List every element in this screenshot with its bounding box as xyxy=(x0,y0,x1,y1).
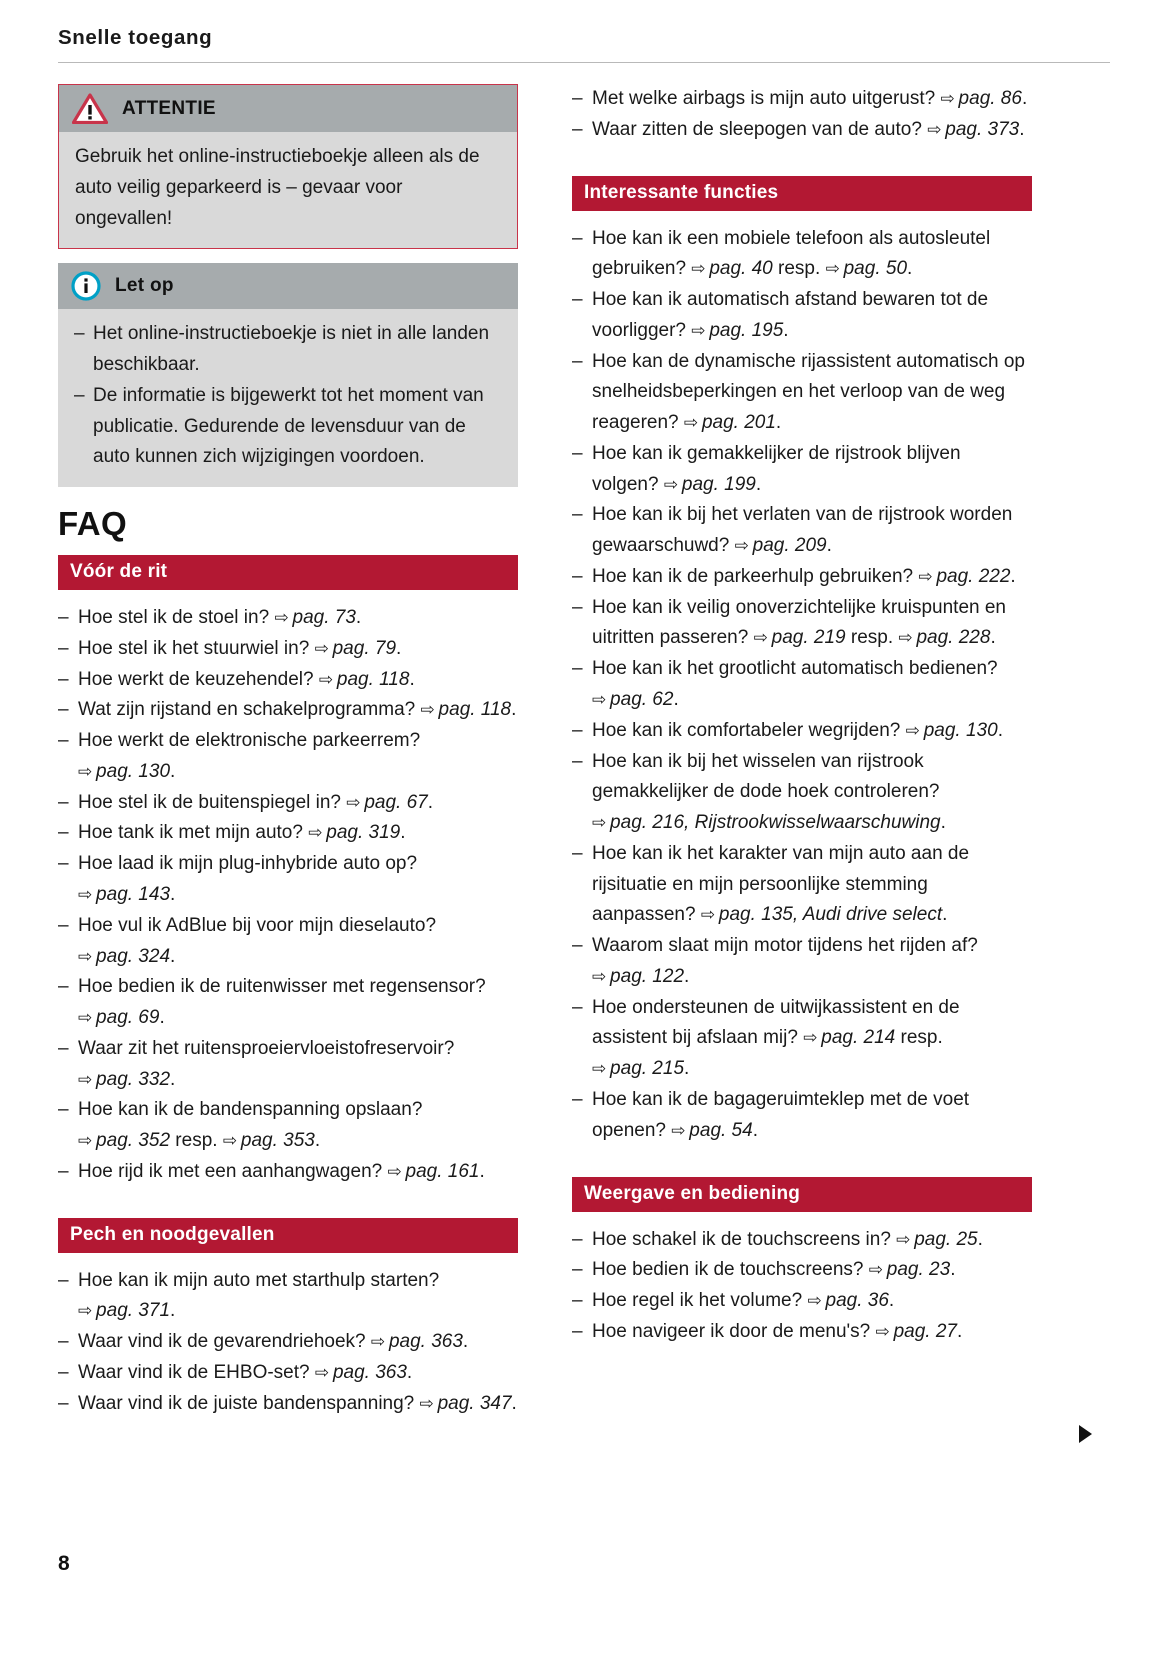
faq-heading: FAQ xyxy=(58,505,128,543)
warning-triangle-icon xyxy=(72,93,108,124)
attentie-callout-text: Gebruik het online-instructieboekje alleen als de auto veilig geparkeerd is – gevaar voor ongevallen! xyxy=(75,146,480,229)
list-item[interactable]: – Hoe stel ik de buitenspiegel in? ⇨ pag. 67. xyxy=(58,788,518,819)
attentie-callout-body xyxy=(59,132,517,248)
list-item[interactable]: – Hoe vul ik AdBlue bij voor mijn dieselauto? ⇨ pag. 324. xyxy=(58,911,518,973)
list-item[interactable]: – Waar zit het ruitensproeiervloeistofreservoir? ⇨ pag. 332. xyxy=(58,1034,518,1096)
list-item[interactable]: – Met welke airbags is mijn auto uitgerust? ⇨ pag. 86. xyxy=(572,84,1032,115)
list-item[interactable]: – Hoe laad ik mijn plug-inhybride auto op? ⇨ pag. 143. xyxy=(58,849,518,911)
list-item[interactable]: – Waar vind ik de juiste bandenspanning? ⇨ pag. 347. xyxy=(58,1389,518,1420)
list-item[interactable]: – Waar vind ik de gevarendriehoek? ⇨ pag. 363. xyxy=(58,1327,518,1358)
list-item[interactable]: – Hoe werkt de elektronische parkeerrem? ⇨ pag. 130. xyxy=(58,726,518,788)
list-item[interactable]: – Waar vind ik de EHBO-set? ⇨ pag. 363. xyxy=(58,1358,518,1389)
letop-callout-header xyxy=(58,263,518,309)
list-item[interactable]: – Hoe navigeer ik door de menu's? ⇨ pag. 27. xyxy=(572,1317,1032,1348)
faq-list-pech-en-noodgevallen xyxy=(58,1266,518,1420)
left-column xyxy=(58,84,518,1420)
list-item[interactable]: – Hoe kan ik een mobiele telefoon als autosleutel gebruiken? ⇨ pag. 40 resp. ⇨ pag. 50. xyxy=(572,224,1032,286)
list-item[interactable]: – Hoe kan de dynamische rijassistent automatisch op snelheidsbeperkingen en het verloop van de weg reageren? ⇨ pag. 201. xyxy=(572,347,1032,439)
list-item: – De informatie is bijgewerkt tot het moment van publicatie. Gedurende de levensduur van de auto kunnen zich wijzigingen voordoen. xyxy=(74,381,502,473)
list-item[interactable]: – Hoe ondersteunen de uitwijkassistent en de assistent bij afslaan mij? ⇨ pag. 214 resp. ⇨ pag. 215. xyxy=(572,993,1032,1085)
list-item[interactable]: – Hoe kan ik gemakkelijker de rijstrook blijven volgen? ⇨ pag. 199. xyxy=(572,439,1032,501)
attentie-callout-title: ATTENTIE xyxy=(122,97,216,119)
right-column xyxy=(572,84,1032,1420)
section-bar-interessante-functies: Interessante functies xyxy=(572,176,1032,211)
page-number: 8 xyxy=(58,1552,70,1575)
faq-list-interessante-functies xyxy=(572,224,1032,1147)
faq-list-voor-de-rit xyxy=(58,603,518,1188)
letop-callout-body xyxy=(58,309,518,487)
faq-list-weergave-en-bediening xyxy=(572,1225,1032,1348)
attentie-callout xyxy=(58,84,518,249)
list-item[interactable]: – Hoe kan ik comfortabeler wegrijden? ⇨ pag. 130. xyxy=(572,716,1032,747)
list-item[interactable]: – Wat zijn rijstand en schakelprogramma? ⇨ pag. 118. xyxy=(58,695,518,726)
section-bar-pech-en-noodgevallen: Pech en noodgevallen xyxy=(58,1218,518,1253)
attentie-callout-header xyxy=(59,85,517,132)
letop-callout-title: Let op xyxy=(115,275,174,297)
letop-callout xyxy=(58,263,518,487)
list-item[interactable]: – Hoe stel ik het stuurwiel in? ⇨ pag. 79. xyxy=(58,634,518,665)
list-item[interactable]: – Hoe bedien ik de ruitenwisser met regensensor? ⇨ pag. 69. xyxy=(58,972,518,1034)
list-item[interactable]: – Hoe kan ik de bandenspanning opslaan? ⇨ pag. 352 resp. ⇨ pag. 353. xyxy=(58,1095,518,1157)
list-item[interactable]: – Hoe kan ik veilig onoverzichtelijke kruispunten en uitritten passeren? ⇨ pag. 219 resp. ⇨ pag. 228. xyxy=(572,593,1032,655)
list-item[interactable]: – Hoe kan ik het karakter van mijn auto aan de rijsituatie en mijn persoonlijke stemming aanpassen? ⇨ pag. 135, Audi drive select. xyxy=(572,839,1032,931)
list-item[interactable]: – Hoe kan ik bij het verlaten van de rijstrook worden gewaarschuwd? ⇨ pag. 209. xyxy=(572,500,1032,562)
list-item[interactable]: – Waar zitten de sleepogen van de auto? ⇨ pag. 373. xyxy=(572,115,1032,146)
list-item[interactable]: – Hoe kan ik mijn auto met starthulp starten? ⇨ pag. 371. xyxy=(58,1266,518,1328)
list-item[interactable]: – Hoe rijd ik met een aanhangwagen? ⇨ pag. 161. xyxy=(58,1157,518,1188)
header-divider xyxy=(58,62,1110,63)
list-item[interactable]: – Hoe werkt de keuzehendel? ⇨ pag. 118. xyxy=(58,665,518,696)
list-item[interactable]: – Waarom slaat mijn motor tijdens het rijden af? ⇨ pag. 122. xyxy=(572,931,1032,993)
list-item[interactable]: – Hoe kan ik het grootlicht automatisch bedienen? ⇨ pag. 62. xyxy=(572,654,1032,716)
running-head: Snelle toegang xyxy=(58,26,213,49)
list-item: – Het online-instructieboekje is niet in alle landen beschikbaar. xyxy=(74,319,502,381)
letop-callout-list xyxy=(74,319,502,473)
list-item[interactable]: – Hoe stel ik de stoel in? ⇨ pag. 73. xyxy=(58,603,518,634)
list-item[interactable]: – Hoe kan ik de bagageruimteklep met de voet openen? ⇨ pag. 54. xyxy=(572,1085,1032,1147)
list-item[interactable]: – Hoe bedien ik de touchscreens? ⇨ pag. 23. xyxy=(572,1255,1032,1286)
continuation-arrow-icon xyxy=(1079,1425,1092,1443)
list-item[interactable]: – Hoe tank ik met mijn auto? ⇨ pag. 319. xyxy=(58,818,518,849)
list-item[interactable]: – Hoe regel ik het volume? ⇨ pag. 36. xyxy=(572,1286,1032,1317)
list-item[interactable]: – Hoe kan ik bij het wisselen van rijstrook gemakkelijker de dode hoek controleren? ⇨ pag. 216, Rijstrookwisselwaarschuwing. xyxy=(572,747,1032,839)
two-column-layout xyxy=(58,84,1110,1420)
list-item[interactable]: – Hoe kan ik de parkeerhulp gebruiken? ⇨ pag. 222. xyxy=(572,562,1032,593)
info-circle-icon xyxy=(71,271,101,301)
list-item[interactable]: – Hoe schakel ik de touchscreens in? ⇨ pag. 25. xyxy=(572,1225,1032,1256)
list-item[interactable]: – Hoe kan ik automatisch afstand bewaren tot de voorligger? ⇨ pag. 195. xyxy=(572,285,1032,347)
section-bar-weergave-en-bediening: Weergave en bediening xyxy=(572,1177,1032,1212)
faq-list-continued xyxy=(572,84,1032,146)
section-bar-voor-de-rit: Vóór de rit xyxy=(58,555,518,590)
